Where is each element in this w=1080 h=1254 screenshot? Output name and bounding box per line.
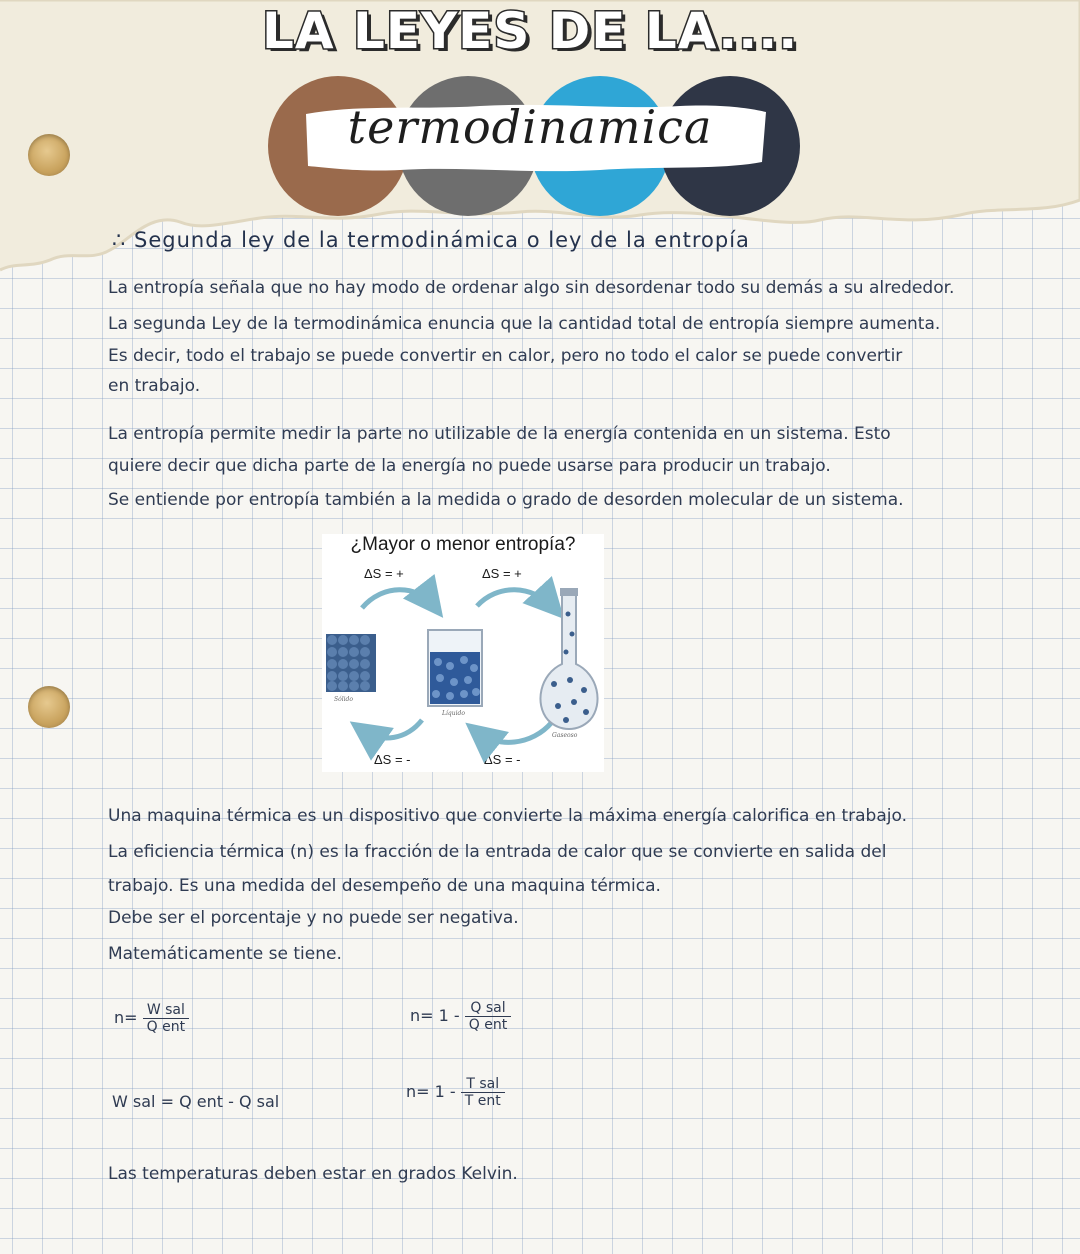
paragraph-line: en trabajo.: [108, 376, 201, 396]
flask: [540, 588, 597, 729]
formula-lhs: n= 1 -: [406, 1082, 456, 1101]
binder-hole: [28, 134, 70, 176]
fraction-denominator: Q ent: [468, 1017, 508, 1033]
paragraph-line: trabajo. Es una medida del desempeño de una maquina térmica.: [108, 876, 661, 896]
paragraph-line: La eficiencia térmica (n) es la fracción de la entrada de calor que se convierte en salida del: [108, 842, 887, 862]
formula-work-output: W sal = Q ent - Q sal: [112, 1092, 280, 1111]
paragraph-line: Es decir, todo el trabajo se puede convertir en calor, pero no todo el calor se puede convertir: [108, 346, 903, 366]
state-label-liquid: Líquido: [442, 710, 465, 717]
beaker: [428, 630, 482, 706]
solid-block: [326, 634, 376, 692]
delta-s-label: ΔS = -: [484, 752, 521, 767]
binder-hole: [28, 686, 70, 728]
fraction-numerator: Q sal: [465, 1000, 511, 1017]
paragraph-line: Debe ser el porcentaje y no puede ser negativa.: [108, 908, 519, 928]
section-heading: ∴ Segunda ley de la termodinámica o ley de la entropía: [112, 228, 750, 252]
paragraph-line: La segunda Ley de la termodinámica enuncia que la cantidad total de entropía siempre aumenta.: [108, 314, 941, 334]
paragraph-line: La entropía permite medir la parte no utilizable de la energía contenida en un sistema. Esto: [108, 424, 891, 444]
fraction: [143, 1002, 189, 1035]
banner-title: termodinamica: [347, 100, 713, 154]
paragraph-line: quiere decir que dicha parte de la energía no puede usarse para producir un trabajo.: [108, 456, 831, 476]
fraction: [465, 1000, 511, 1033]
state-label-gas: Gaseoso: [552, 732, 578, 739]
delta-s-label: ΔS = +: [482, 566, 522, 581]
fraction-denominator: T ent: [464, 1093, 501, 1109]
paragraph-line: La entropía señala que no hay modo de ordenar algo sin desordenar todo su demás a su alrededor.: [108, 278, 955, 298]
footer-note: Las temperaturas deben estar en grados Kelvin.: [108, 1164, 518, 1184]
paragraph-line: Se entiende por entropía también a la medida o grado de desorden molecular de un sistema.: [108, 490, 904, 510]
formula-lhs: n=: [114, 1008, 138, 1027]
state-label-solid: Sólido: [334, 696, 354, 703]
formula-efficiency-heat: [410, 1000, 511, 1033]
formula-efficiency-temperature: [406, 1076, 505, 1109]
fraction: [461, 1076, 505, 1109]
delta-s-label: ΔS = -: [374, 752, 411, 767]
figure-title: ¿Mayor o menor entropía?: [350, 534, 576, 555]
fraction-numerator: W sal: [143, 1002, 189, 1019]
fraction-denominator: Q ent: [146, 1019, 186, 1035]
formula-lhs: n= 1 -: [410, 1006, 460, 1025]
fraction-numerator: T sal: [461, 1076, 505, 1093]
delta-s-label: ΔS = +: [364, 566, 404, 581]
formula-efficiency-work: [114, 1002, 189, 1035]
page-title: LA LEYES DE LA....: [262, 2, 799, 60]
entropy-figure: [322, 534, 604, 772]
paragraph-line: Una maquina térmica es un dispositivo que convierte la máxima energía calorifica en trabajo.: [108, 806, 907, 826]
paragraph-line: Matemáticamente se tiene.: [108, 944, 342, 964]
